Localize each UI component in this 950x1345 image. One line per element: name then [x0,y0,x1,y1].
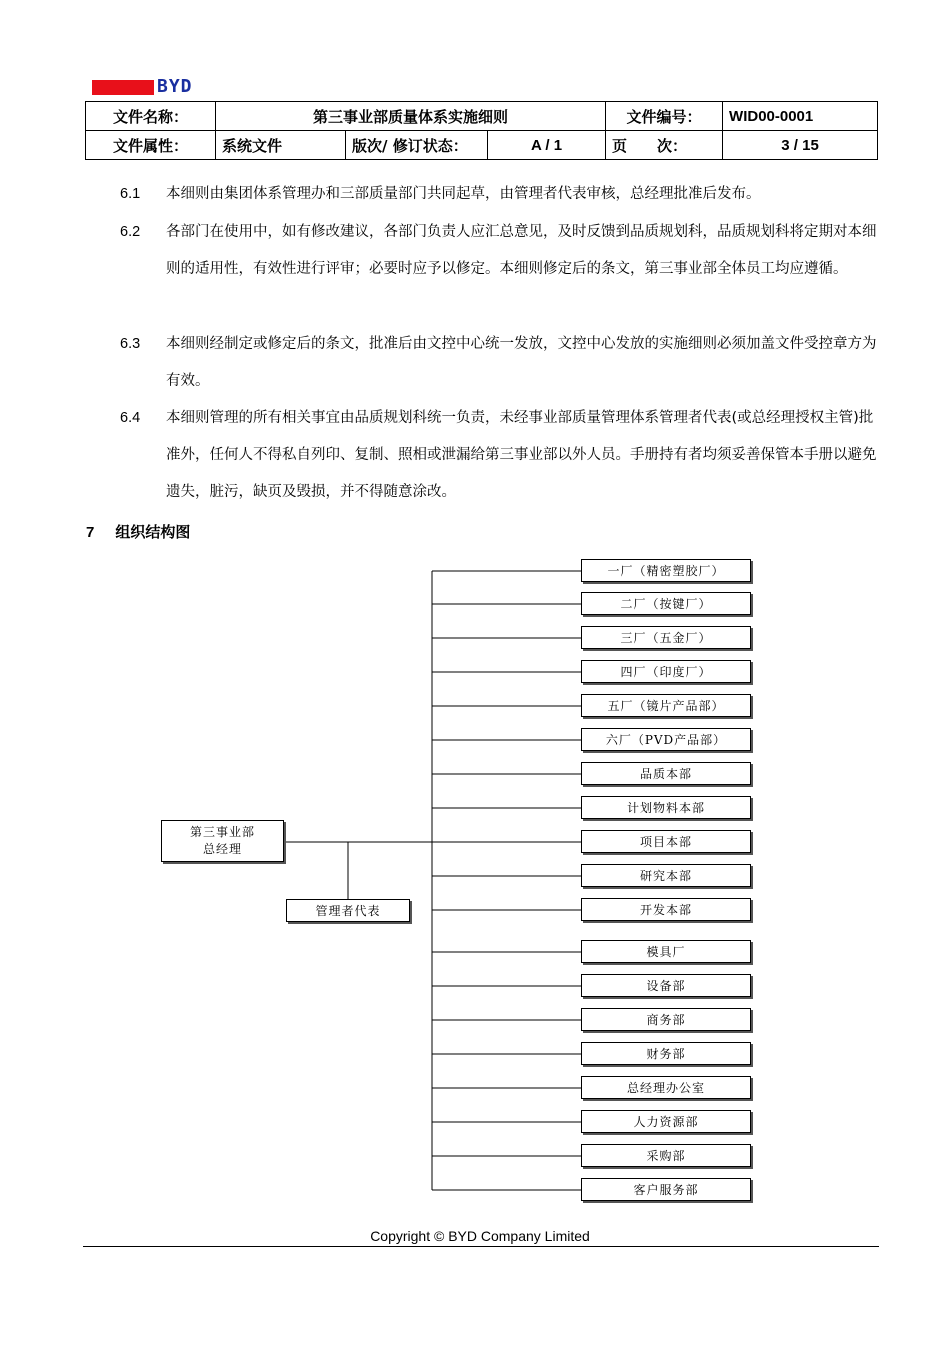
doc-attr-value: 系统文件 [216,131,346,160]
doc-number-label: 文件编号： [606,102,723,131]
section-title: 组织结构图 [115,523,191,541]
paragraph-number: 6.1 [120,186,141,202]
dept-box: 一厂（精密塑胶厂） [581,559,751,582]
dept-box: 品质本部 [581,762,751,785]
paragraph-number: 6.2 [120,224,141,240]
dept-box: 客户服务部 [581,1178,751,1201]
dept-box: 五厂（镜片产品部） [581,694,751,717]
dept-box: 四厂（印度厂） [581,660,751,683]
dept-box: 项目本部 [581,830,751,853]
revision-value: A / 1 [488,131,606,160]
page-value: 3 / 15 [723,131,878,160]
dept-box: 财务部 [581,1042,751,1065]
paragraph-text: 本细则管理的所有相关事宜由品质规划科统一负责，未经事业部质量管理体系管理者代表(或总经理授权主管)批准外，任何人不得私自列印、复制、照相或泄漏给第三事业部以外人员。手册持有者均须妥善保管本手册以避免遗失，脏污，缺页及毁损，并不得随意涂改。 [166,410,877,500]
dept-box: 总经理办公室 [581,1076,751,1099]
management-representative-box: 管理者代表 [286,899,410,922]
paragraph-text: 本细则经制定或修定后的条文，批准后由文控中心统一发放，文控中心发放的实施细则必须加盖文件受控章方为有效。 [166,336,877,389]
dept-box: 二厂（按键厂） [581,592,751,615]
dept-box: 模具厂 [581,940,751,963]
doc-attr-label: 文件属性： [86,131,216,160]
dept-box: 研究本部 [581,864,751,887]
general-manager-box [161,820,284,862]
doc-number-value: WID00-0001 [723,102,878,131]
dept-box: 商务部 [581,1008,751,1031]
dept-box: 计划物料本部 [581,796,751,819]
logo-text: BYD [157,76,193,97]
dept-box: 采购部 [581,1144,751,1167]
dept-box: 开发本部 [581,898,751,921]
page-label: 页 次： [606,131,723,160]
gm-line-2: 总经理 [202,842,242,856]
copyright-footer: Copyright © BYD Company Limited [370,1228,590,1244]
paragraph-number: 6.4 [120,410,141,426]
doc-name-value: 第三事业部质量体系实施细则 [216,102,606,131]
gm-line-1: 第三事业部 [189,825,255,839]
dept-box: 人力资源部 [581,1110,751,1133]
dept-box: 三厂（五金厂） [581,626,751,649]
dept-box: 设备部 [581,974,751,997]
revision-label: 版次/ 修订状态： [346,131,488,160]
dept-box: 六厂（PVD产品部） [581,728,751,751]
paragraph-text: 本细则由集团体系管理办和三部质量部门共同起草，由管理者代表审核，总经理批准后发布。 [166,186,761,202]
doc-name-label: 文件名称： [86,102,216,131]
paragraph-text: 各部门在使用中，如有修改建议，各部门负责人应汇总意见，及时反馈到品质规划科，品质规划科将定期对本细则的适用性，有效性进行评审；必要时应予以修定。本细则修定后的条文，第三事业部全体员工均应遵循。 [166,224,877,277]
footer-rule [83,1246,879,1247]
section-number: 7 [86,524,95,541]
paragraph-number: 6.3 [120,336,141,352]
